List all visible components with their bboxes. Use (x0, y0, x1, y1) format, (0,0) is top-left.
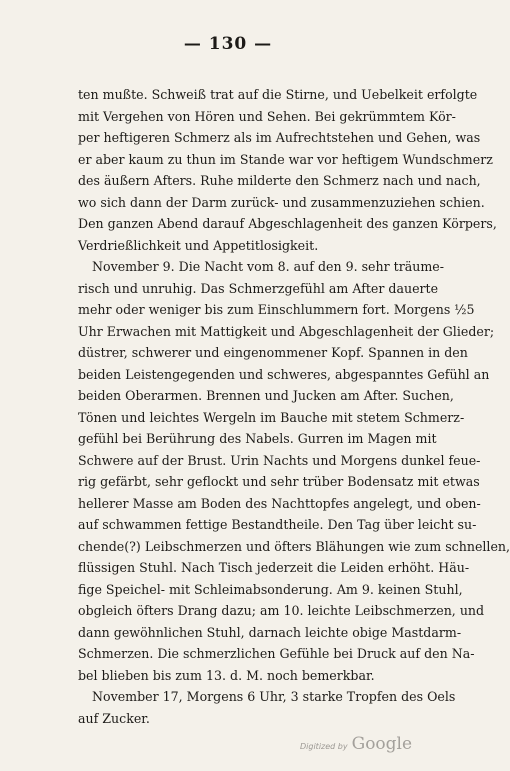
text-line: mehr oder weniger bis zum Einschlummern fort. Morgens ½5 (78, 302, 475, 317)
text-line: düstrer, schwerer und eingenommener Kopf. Spannen in den (78, 345, 468, 360)
text-line: hellerer Masse am Boden des Nachttopfes angelegt, und oben- (78, 495, 481, 511)
text-line: obgleich öfters Drang dazu; am 10. leichte Leibschmerzen, und (78, 603, 485, 618)
text-line: er aber kaum zu thun im Stande war vor heftigem Wundschmerz (78, 151, 493, 167)
text-line: Verdrießlichkeit und Appetitlosigkeit. (78, 237, 319, 253)
text-line: beiden Oberarmen. Brennen und Jucken am After. Suchen, (78, 388, 454, 403)
text-line: rig gefärbt, sehr geflockt und sehr trüber Bodensatz mit etwas (78, 474, 480, 489)
text-line: auf Zucker. (78, 710, 150, 726)
google-logo: Google (351, 734, 413, 754)
text-line: mit Vergehen von Hören und Sehen. Bei gekrümmtem Kör- (78, 108, 456, 124)
digitized-watermark (300, 734, 412, 754)
text-line: fige Speichel- mit Schleimabsonderung. Am 9. keinen Stuhl, (78, 581, 463, 597)
text-line: gefühl bei Berührung des Nabels. Gurren im Magen mit (78, 431, 437, 446)
text-line: des äußern Afters. Ruhe milderte den Schmerz nach und nach, (78, 173, 481, 188)
body-text (78, 84, 510, 729)
text-line: Uhr Erwachen mit Mattigkeit und Abgeschlagenheit der Glieder; (78, 323, 495, 339)
text-line: wo sich dann der Darm zurück- und zusammenzuziehen schien. (78, 194, 485, 210)
text-line: dann gewöhnlichen Stuhl, darnach leichte obige Mastdarm- (78, 624, 462, 640)
text-line: Den ganzen Abend darauf Abgeschlagenheit des ganzen Körpers, (78, 216, 497, 231)
text-line: Schmerzen. Die schmerzlichen Gefühle bei Druck auf den Na- (78, 646, 475, 661)
text-line: bel blieben bis zum 13. d. M. noch bemerkbar. (78, 667, 375, 683)
text-line: Tönen und leichtes Wergeln im Bauche mit stetem Schmerz- (78, 409, 465, 425)
text-line: November 9. Die Nacht vom 8. auf den 9. sehr träume- (92, 259, 444, 274)
text-line: per heftigeren Schmerz als im Aufrechtstehen und Gehen, was (78, 130, 481, 145)
text-line: chende(?) Leibschmerzen und öfters Blähungen wie zum schnellen, (78, 538, 510, 554)
paragraph (78, 256, 510, 686)
paragraph (78, 686, 456, 729)
paragraph (78, 84, 497, 256)
text-line: auf schwammen fettige Bestandtheile. Den Tag über leicht su- (78, 517, 477, 532)
text-line: flüssigen Stuhl. Nach Tisch jederzeit die Leiden erhöht. Häu- (78, 560, 470, 575)
text-line: beiden Leistengegenden und schweres, abgespanntes Gefühl an (78, 366, 490, 382)
watermark-label: Digitized by (300, 742, 348, 751)
text-line: Schwere auf der Brust. Urin Nachts und Morgens dunkel feue- (78, 452, 481, 468)
text-line: risch und unruhig. Das Schmerzgefühl am After dauerte (78, 280, 439, 296)
text-line: ten mußte. Schweiß trat auf die Stirne, und Uebelkeit erfolgte (78, 87, 478, 102)
page-number: — 130 — (183, 34, 273, 54)
text-line: November 17, Morgens 6 Uhr, 3 starke Tropfen des Oels (92, 689, 456, 704)
